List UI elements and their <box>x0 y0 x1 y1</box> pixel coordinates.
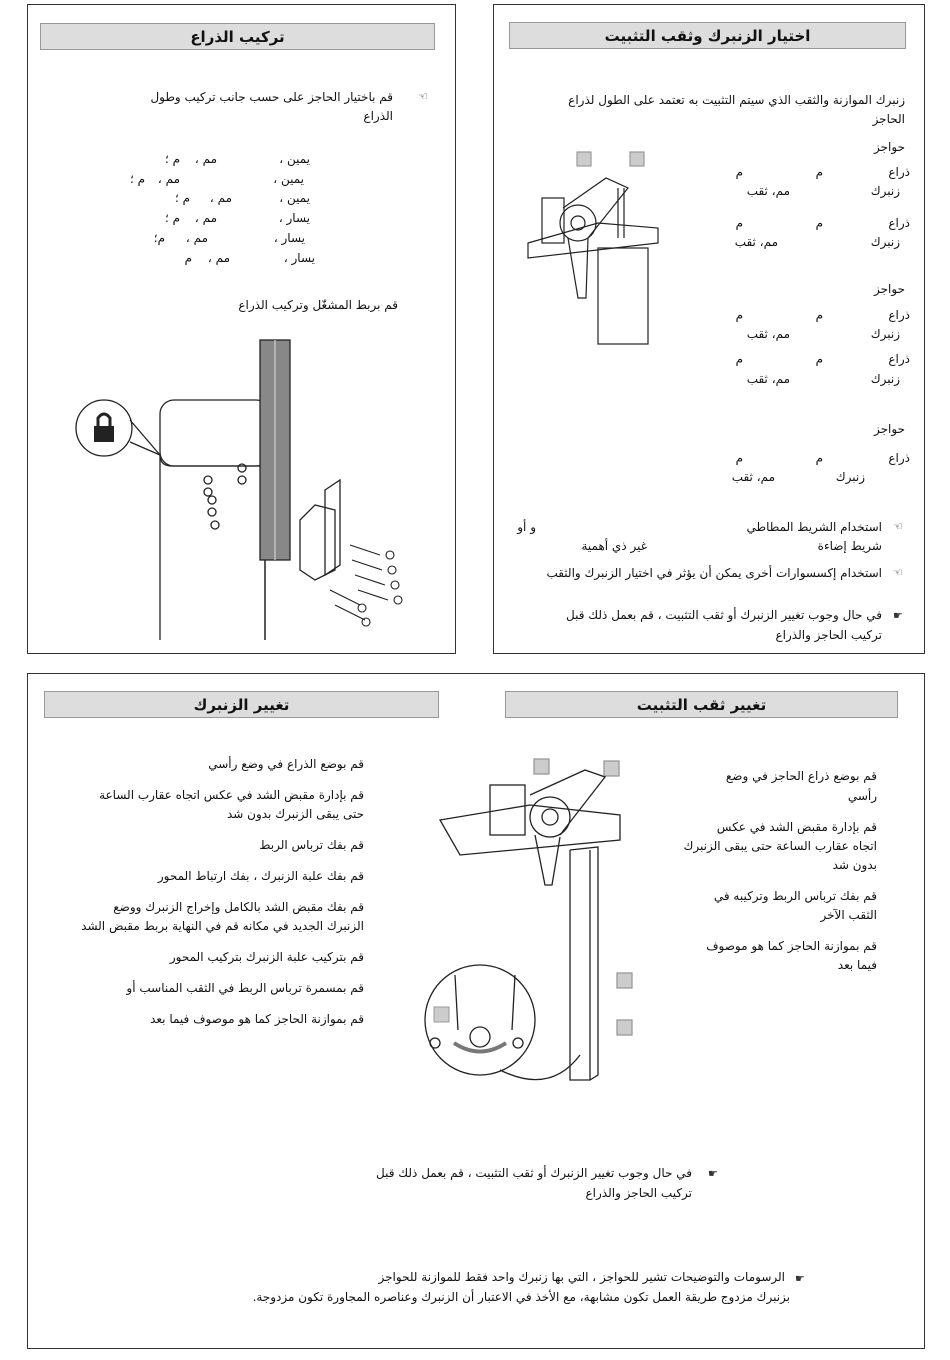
callout-box <box>617 1020 632 1035</box>
step: فيما بعد <box>837 958 877 972</box>
step: قم بفك علبة الزنبرك ، بفك ارتباط المحور <box>157 869 364 883</box>
light-strip: شريط إضاءة <box>817 539 882 553</box>
step: قم بإدارة مقبض الشد في عكس <box>716 820 877 834</box>
side-row-m: م ؛ <box>164 152 180 166</box>
spring-row: زنبرك <box>870 184 900 198</box>
step: بدون شد <box>832 858 877 872</box>
callout-box <box>577 152 591 166</box>
pointing-hand-icon: ☛ <box>795 1272 805 1285</box>
step: قم بوضع الذراع في وضع رأسي <box>208 757 364 771</box>
intro-line-2: الذراع <box>363 109 393 123</box>
warning-line-2: تركيب الحاجز والذراع <box>775 628 882 642</box>
arm-m: م <box>815 165 823 179</box>
spring-intro-line-1: زنبرك الموازنة والثقب الذي سيتم التثبيت به تعتمد على الطول لذراع <box>568 93 905 107</box>
side-row: يمين ، <box>273 172 304 186</box>
warning-line-1: في حال وجوب تغيير الزنبرك أو ثقب التثبيت ، قم بعمل ذلك قبل <box>566 608 882 622</box>
arm-row: ذراع <box>888 451 910 465</box>
side-row: يسار ، <box>273 231 305 245</box>
step: الزنبرك الجديد في مكانه قم في النهاية بربط مقبض الشد <box>81 919 364 933</box>
side-row-m: م ؛ <box>129 172 145 186</box>
callout-box <box>617 973 632 988</box>
note-line-1: الرسومات والتوضيحات تشير للحواجز ، التي بها زنبرك واحد فقط للموازنة للحواجز <box>378 1270 785 1284</box>
side-row-mm: مم ، <box>194 152 217 166</box>
side-row-mm: مم ، <box>209 191 232 205</box>
pointing-hand-icon: ☛ <box>708 1167 718 1180</box>
arm-m: م <box>815 216 823 230</box>
step: الثقب الآخر <box>820 908 877 922</box>
step: اتجاه عقارب الساعة حتى يبقى الزنبرك <box>683 839 877 853</box>
bottom-warning-2: تركيب الحاجز والذراع <box>585 1186 692 1200</box>
step: قم بمسمرة ترباس الربط في الثقب المناسب أو <box>126 981 364 995</box>
spring-hole: مم، ثقب <box>734 235 778 249</box>
arm-m2: م <box>735 216 743 230</box>
arm-m: م <box>815 308 823 322</box>
connect-instruction: قم بربط المشغّل وتركيب الذراع <box>238 298 398 312</box>
side-row-m: م <box>184 251 192 265</box>
arm-mounting-illustration <box>60 330 430 640</box>
side-row: يسار ، <box>278 211 310 225</box>
spring-hole: مم، ثقب <box>746 184 790 198</box>
screws <box>330 545 402 626</box>
step: رأسي <box>847 789 877 803</box>
side-row-m: م؛ <box>153 231 165 245</box>
and-or: و أو <box>517 520 536 534</box>
pointing-hand-icon: ☜ <box>418 90 428 103</box>
bottom-warning-1: في حال وجوب تغيير الزنبرك أو ثقب التثبيت ، قم بعمل ذلك قبل <box>376 1166 692 1180</box>
spring-row: زنبرك <box>870 327 900 341</box>
section-title-change-hole: تغيير ثقب التثبيت <box>505 691 898 718</box>
spring-hole: مم، ثقب <box>746 327 790 341</box>
pointing-hand-icon: ☛ <box>893 609 903 622</box>
arm-row: ذراع <box>888 352 910 366</box>
rubber-strip: استخدام الشريط المطاطي <box>746 520 882 534</box>
callout-box <box>434 1007 449 1022</box>
spring-mechanism-illustration <box>518 148 663 348</box>
arm-row: ذراع <box>888 216 910 230</box>
bolt-group <box>204 464 246 529</box>
note-line-2: بزنبرك مزدوج طريقة العمل تكون مشابهة، مع الأخذ في الاعتبار أن الزنبرك وعناصره المجاورة تكون مزدوجة. <box>252 1290 790 1304</box>
arm-m2: م <box>735 308 743 322</box>
step: قم بوضع ذراع الحاجز في وضع <box>725 769 877 783</box>
padlock-icon <box>94 414 114 442</box>
group-label: حواجز <box>874 282 905 296</box>
spring-row: زنبرك <box>835 470 865 484</box>
callout-box <box>630 152 644 166</box>
pointing-hand-icon: ☜ <box>893 520 903 533</box>
step: قم بتركيب علبة الزنبرك بتركيب المحور <box>169 950 364 964</box>
spring-row: زنبرك <box>870 372 900 386</box>
step: قم بفك ترباس الربط <box>259 838 364 852</box>
callout-box <box>534 759 549 774</box>
side-row-mm: مم ، <box>194 211 217 225</box>
side-row-m: م ؛ <box>174 191 190 205</box>
side-row-mm: مم ، <box>207 251 230 265</box>
arm-row: ذراع <box>888 308 910 322</box>
intro-line-1: قم باختيار الحاجز على حسب جانب تركيب وطول <box>150 90 393 104</box>
hole-change-illustration <box>420 755 660 1090</box>
group-label: حواجز <box>874 422 905 436</box>
side-row: يسار ، <box>283 251 315 265</box>
section-title-spring-selection: اختيار الزنبرك وثقب التثبيت <box>509 22 906 49</box>
side-row: يمين ، <box>279 191 310 205</box>
step: قم بموازنة الحاجز كما هو موصوف <box>706 939 877 953</box>
housing-cap <box>160 400 270 466</box>
arm-m2: م <box>735 165 743 179</box>
section-title-arm-mounting: تركيب الذراع <box>40 23 435 50</box>
pointing-hand-icon: ☜ <box>893 566 903 579</box>
spring-hole: مم، ثقب <box>746 372 790 386</box>
spring-row: زنبرك <box>870 235 900 249</box>
group-label: حواجز <box>874 140 905 154</box>
step: قم بإدارة مقبض الشد في عكس اتجاه عقارب الساعة <box>99 788 364 802</box>
step: حتى يبقى الزنبرك بدون شد <box>226 807 364 821</box>
arm-m2: م <box>735 451 743 465</box>
mounting-bracket <box>300 505 335 580</box>
section-title-change-spring: تغيير الزنبرك <box>44 691 439 718</box>
arm-m: م <box>815 451 823 465</box>
irrelevant: غير ذي أهمية <box>581 539 647 553</box>
spring-intro-line-2: الحاجز <box>872 112 905 126</box>
side-row-mm: مم ، <box>157 172 180 186</box>
step: قم بفك مقبض الشد بالكامل وإخراج الزنبرك ووضع <box>113 900 364 914</box>
side-row-mm: مم ، <box>185 231 208 245</box>
accessories-note: استخدام إكسسوارات أخرى يمكن أن يؤثر في اختيار الزنبرك والثقب <box>546 566 882 580</box>
side-row: يمين ، <box>279 152 310 166</box>
callout-box <box>604 761 619 776</box>
step: قم بفك ترباس الربط وتركيبه في <box>713 889 877 903</box>
arm-m2: م <box>735 352 743 366</box>
spring-hole: مم، ثقب <box>731 470 775 484</box>
side-row-m: م ؛ <box>164 211 180 225</box>
arm-row: ذراع <box>888 165 910 179</box>
arm-m: م <box>815 352 823 366</box>
step: قم بموازنة الحاجز كما هو موصوف فيما بعد <box>150 1012 364 1026</box>
